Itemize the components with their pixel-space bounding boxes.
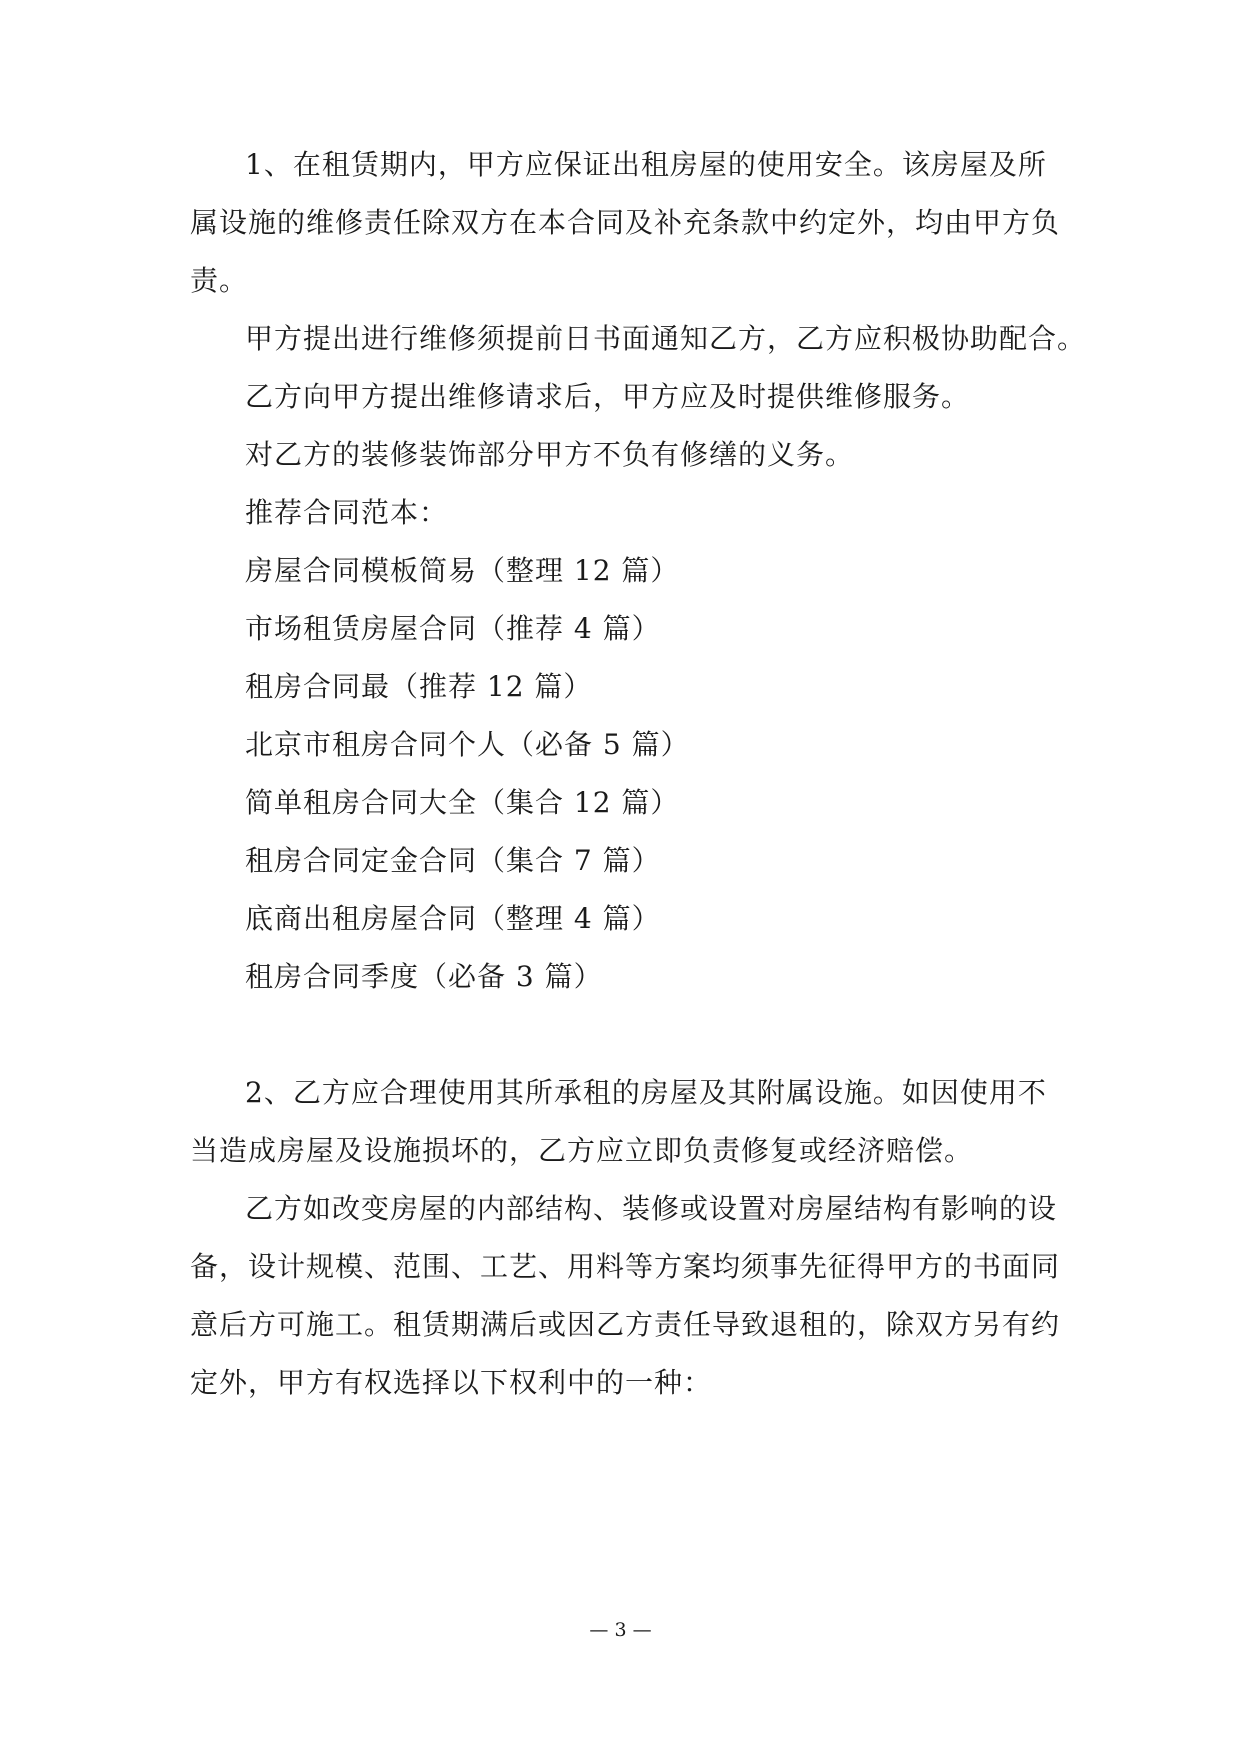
recommended-item[interactable]: 租房合同定金合同（集合 7 篇） [245,844,661,877]
recommended-item[interactable]: 简单租房合同大全（集合 12 篇） [245,786,680,819]
section1-line-2: 属设施的维修责任除双方在本合同及补充条款中约定外，均由甲方负 [190,206,1061,239]
section1-paragraph-2: 甲方提出进行维修须提前日书面通知乙方，乙方应积极协助配合。 [245,322,1087,355]
recommended-item[interactable]: 房屋合同模板简易（整理 12 篇） [245,554,680,587]
section1-paragraph-4: 对乙方的装修装饰部分甲方不负有修缮的义务。 [245,438,855,471]
recommended-item[interactable]: 租房合同季度（必备 3 篇） [245,960,603,993]
section1-line-1: 1、在租赁期内，甲方应保证出租房屋的使用安全。该房屋及所 [245,148,1047,181]
section2-paragraph-2-line-3: 意后方可施工。租赁期满后或因乙方责任导致退租的，除双方另有约 [190,1308,1061,1341]
section2-paragraph-2-line-1: 乙方如改变房屋的内部结构、装修或设置对房屋结构有影响的设 [245,1192,1058,1225]
section2-paragraph-2-line-2: 备，设计规模、范围、工艺、用料等方案均须事先征得甲方的书面同 [190,1250,1061,1283]
section1-line-3: 责。 [190,264,249,297]
section2-paragraph-2-line-4: 定外，甲方有权选择以下权利中的一种： [190,1366,713,1399]
recommended-heading: 推荐合同范本： [245,496,449,529]
section1-paragraph-3: 乙方向甲方提出维修请求后，甲方应及时提供维修服务。 [245,380,971,413]
section2-line-2: 当造成房屋及设施损坏的，乙方应立即负责修复或经济赔偿。 [190,1134,974,1167]
recommended-item[interactable]: 市场租赁房屋合同（推荐 4 篇） [245,612,661,645]
page-number: — 3 — [589,1619,652,1641]
recommended-item[interactable]: 底商出租房屋合同（整理 4 篇） [245,902,661,935]
recommended-item[interactable]: 租房合同最（推荐 12 篇） [245,670,593,703]
recommended-item[interactable]: 北京市租房合同个人（必备 5 篇） [245,728,690,761]
section2-line-1: 2、乙方应合理使用其所承租的房屋及其附属设施。如因使用不 [245,1076,1047,1109]
